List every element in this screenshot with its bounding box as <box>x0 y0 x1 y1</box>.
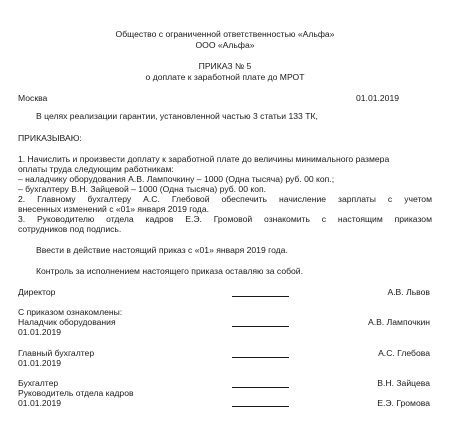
place: Москва <box>18 93 48 103</box>
effective-date-clause: Ввести в действие настоящий приказ с «01» января 2019 года. <box>36 245 288 255</box>
adjuster-date: 01.01.2019 <box>18 327 62 337</box>
director-title: Директор <box>18 287 56 297</box>
hr-head-name: Е.Э. Громова <box>377 398 430 408</box>
org-short-name: ООО «Альфа» <box>195 40 255 50</box>
org-full-name: Общество с ограниченной ответственностью «Альфа» <box>115 29 335 39</box>
chief-accountant-title: Главный бухгалтер <box>18 348 95 358</box>
adjuster-name: А.В. Лампочкин <box>368 317 430 327</box>
item-3-line-1: 3. Руководителю отдела кадров Е.Э. Громовой ознакомить с настоящим приказом <box>18 214 432 224</box>
chief-accountant-name: А.С. Глебова <box>378 348 430 358</box>
adjuster-title: Наладчик оборудования <box>18 317 116 327</box>
item-2-line-2: внесенных изменений с «01» января 2019 года. <box>18 204 209 214</box>
item-2-line-1: 2. Главному бухгалтеру А.С. Глебовой обеспечить начисление зарплаты с учетом <box>18 194 432 204</box>
item-1-line-3: – наладчику оборудования А.В. Лампочкину – 1000 (Одна тысяча) руб. 00 коп.; <box>18 174 335 184</box>
accountant-title: Бухгалтер <box>18 378 59 388</box>
control-clause: Контроль за исполнением настоящего приказа оставляю за собой. <box>36 266 303 276</box>
hr-head-signature-line <box>232 406 289 407</box>
hr-head-date: 01.01.2019 <box>18 398 62 408</box>
accountant-signature-line <box>232 387 289 388</box>
chief-accountant-signature-line <box>232 357 289 358</box>
director-name: А.В. Львов <box>387 287 430 297</box>
order-word: ПРИКАЗЫВАЮ: <box>18 133 82 143</box>
director-signature-line <box>232 296 289 297</box>
acquainted-heading: С приказом ознакомлены: <box>18 307 123 317</box>
order-subtitle: о доплате к заработной плате до МРОТ <box>145 72 305 82</box>
item-1-line-2: оплаты труда следующим работникам: <box>18 164 174 174</box>
item-3-line-2: сотрудников под подпись. <box>18 224 122 234</box>
preamble: В целях реализации гарантии, установленной частью 3 статьи 133 ТК, <box>36 111 318 121</box>
chief-accountant-date: 01.01.2019 <box>18 358 62 368</box>
adjuster-signature-line <box>232 326 289 327</box>
item-1-line-4: – бухгалтеру В.Н. Зайцевой – 1000 (Одна тысяча) руб. 00 коп. <box>18 184 267 194</box>
order-date: 01.01.2019 <box>356 93 400 103</box>
hr-head-title: Руководитель отдела кадров <box>18 388 134 398</box>
accountant-name: В.Н. Зайцева <box>377 378 430 388</box>
order-title: ПРИКАЗ № 5 <box>198 61 252 71</box>
item-1-line-1: 1. Начислить и произвести доплату к заработной плате до величины минимального размера <box>18 154 390 164</box>
